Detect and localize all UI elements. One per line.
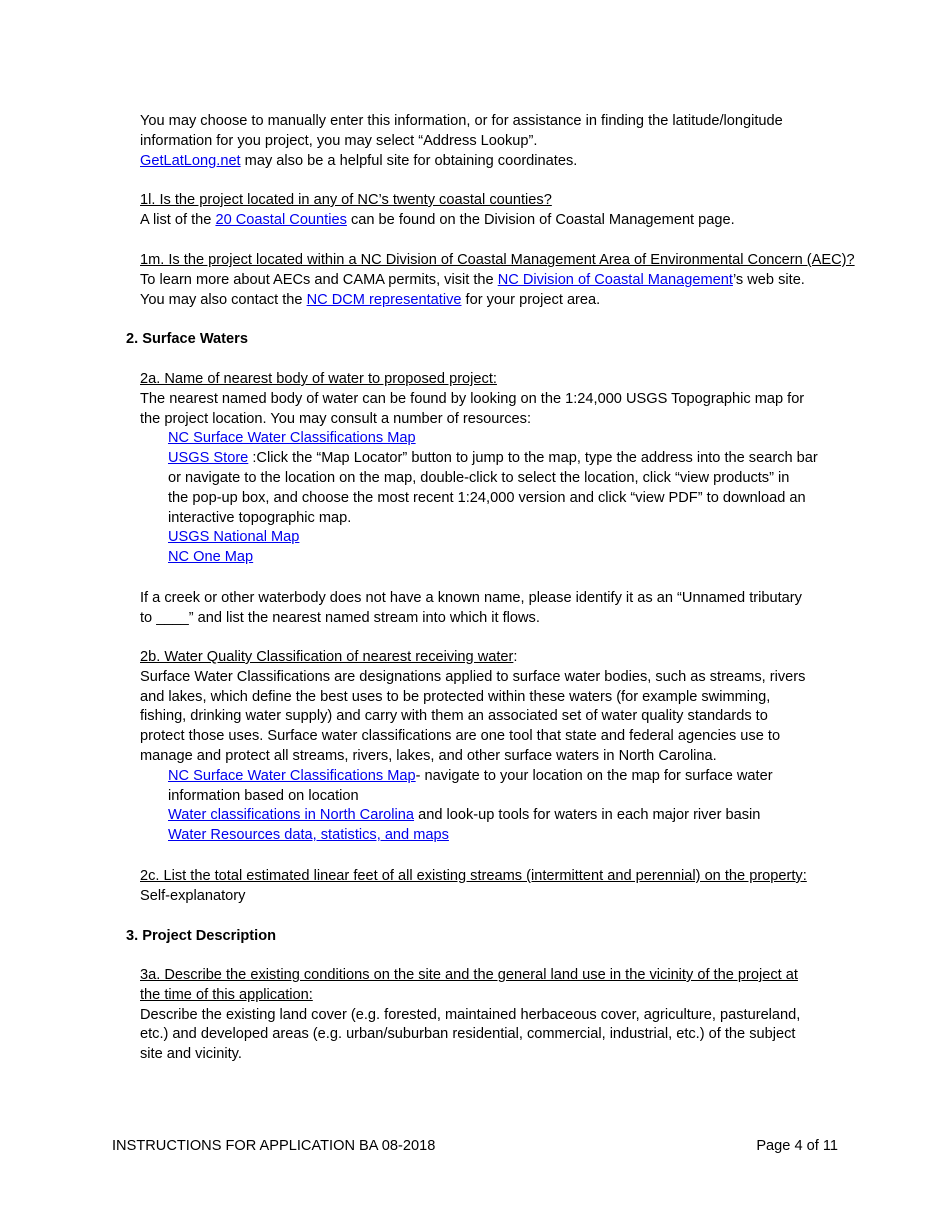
unnamed-line-2: to ____” and list the nearest named stream into which it flows.	[140, 609, 540, 626]
question-3a-p3: site and vicinity.	[140, 1046, 242, 1063]
question-2b-resources	[140, 767, 840, 846]
question-3a-p1: Describe the existing land cover (e.g. forested, maintained herbaceous cover, agriculture, pastureland,	[140, 1006, 801, 1023]
question-1l-heading: 1l. Is the project located in any of NC’s twenty coastal counties?	[140, 192, 552, 208]
water-classifications-desc: and look-up tools for waters in each major river basin	[414, 807, 761, 824]
footer-document-title: INSTRUCTIONS FOR APPLICATION BA 08-2018	[112, 1138, 436, 1154]
question-2b-colon: :	[513, 649, 518, 665]
question-1m	[140, 251, 855, 310]
question-1l-post: can be found on the Division of Coastal Management page.	[346, 211, 735, 228]
question-3a-heading-2: the time of this application:	[140, 986, 313, 1003]
usgs-store-text-3: the pop-up box, and choose the most recent 1:24,000 version and click “view PDF” to download an	[168, 489, 806, 506]
section-3-title: 3. Project Description	[126, 928, 277, 944]
question-2b	[140, 648, 840, 846]
nc-one-map-link[interactable]: NC One Map	[168, 549, 254, 566]
question-3a-p2: etc.) and developed areas (e.g. urban/suburban residential, commercial, industrial, etc.) of the subject	[140, 1026, 796, 1043]
question-2b-heading-line	[140, 648, 840, 668]
water-classifications-link[interactable]: Water classifications in North Carolina	[168, 807, 415, 824]
surface-water-map-desc: - navigate to your location on the map for surface water	[415, 767, 773, 784]
coastal-counties-link[interactable]: 20 Coastal Counties	[215, 211, 347, 228]
question-2c-answer: Self-explanatory	[140, 887, 246, 904]
question-2a	[140, 370, 840, 568]
nc-dcm-link[interactable]: NC Division of Coastal Management	[497, 271, 733, 288]
question-1m-l2-pre: You may also contact the	[140, 291, 307, 308]
nc-dcm-representative-link[interactable]: NC DCM representative	[306, 291, 462, 308]
section-2-title: 2. Surface Waters	[126, 331, 248, 347]
unnamed-tributary-note	[140, 589, 840, 629]
unnamed-line-1: If a creek or other waterbody does not have a known name, please identify it as an “Unnamed tributary	[140, 590, 802, 606]
question-2c-heading: 2c. List the total estimated linear feet of all existing streams (intermittent and perennial) on the property:	[140, 868, 807, 884]
intro-line-3	[140, 152, 840, 172]
intro-paragraph	[140, 112, 840, 171]
footer-page-number: Page 4 of 11	[756, 1138, 838, 1154]
usgs-store-link[interactable]: USGS Store	[168, 450, 249, 467]
question-1m-line-1	[140, 271, 840, 291]
question-1m-l2-post: for your project area.	[461, 291, 601, 308]
question-2a-line-1: The nearest named body of water can be found by looking on the 1:24,000 USGS Topographic map for	[140, 390, 805, 407]
intro-line-1: You may choose to manually enter this information, or for assistance in finding the latitude/longitude	[140, 113, 783, 129]
nc-surface-water-map-link-2[interactable]: NC Surface Water Classifications Map	[168, 767, 416, 784]
question-2b-p4: protect those uses. Surface water classifications are one tool that state and federal agencies use to	[140, 728, 781, 745]
question-1l	[140, 191, 840, 231]
surface-water-map-desc-2: information based on location	[168, 787, 359, 804]
question-1m-heading: 1m. Is the project located within a NC Division of Coastal Management Area of Environmental Concern (AEC)?	[140, 252, 855, 268]
question-1l-text	[140, 211, 840, 231]
question-1l-pre: A list of the	[140, 211, 216, 228]
question-1m-l1-post: ’s web site.	[732, 271, 805, 288]
question-1m-line-2	[140, 291, 840, 311]
question-2b-p2: and lakes, which define the best uses to be protected within these waters (for example swimming,	[140, 688, 771, 705]
question-3a-heading-1: 3a. Describe the existing conditions on the site and the general land use in the vicinity of the project at	[140, 967, 798, 983]
usgs-store-text-1: :Click the “Map Locator” button to jump to the map, type the address into the search bar	[248, 450, 818, 467]
question-2b-heading: 2b. Water Quality Classification of nearest receiving water	[140, 649, 514, 665]
question-2b-p5: manage and protect all streams, rivers, lakes, and other surface waters in North Carolina.	[140, 747, 717, 764]
question-2a-heading: 2a. Name of nearest body of water to proposed project:	[140, 371, 497, 387]
usgs-store-text-4: interactive topographic map.	[168, 509, 352, 526]
getlatlong-text: may also be a helpful site for obtaining coordinates.	[240, 152, 578, 169]
usgs-national-map-link[interactable]: USGS National Map	[168, 529, 300, 546]
nc-surface-water-map-link[interactable]: NC Surface Water Classifications Map	[168, 430, 416, 447]
usgs-store-text-2: or navigate to the location on the map, double-click to select the location, click “view products” in	[168, 469, 790, 486]
intro-line-2: information for you project, you may select “Address Lookup”.	[140, 132, 538, 149]
getlatlong-link[interactable]: GetLatLong.net	[140, 152, 241, 169]
question-2b-p1: Surface Water Classifications are designations applied to surface water bodies, such as streams, rivers	[140, 668, 806, 685]
question-2a-resources	[140, 429, 840, 568]
question-2c	[140, 867, 840, 907]
question-2a-line-2: the project location. You may consult a number of resources:	[140, 410, 532, 427]
water-resources-data-link[interactable]: Water Resources data, statistics, and maps	[168, 827, 449, 844]
question-1m-l1-pre: To learn more about AECs and CAMA permits, visit the	[140, 271, 498, 288]
question-2b-p3: fishing, drinking water supply) and carry with them an associated set of water quality standards to	[140, 708, 768, 725]
page-footer	[112, 1137, 838, 1157]
question-3a	[140, 966, 840, 1065]
